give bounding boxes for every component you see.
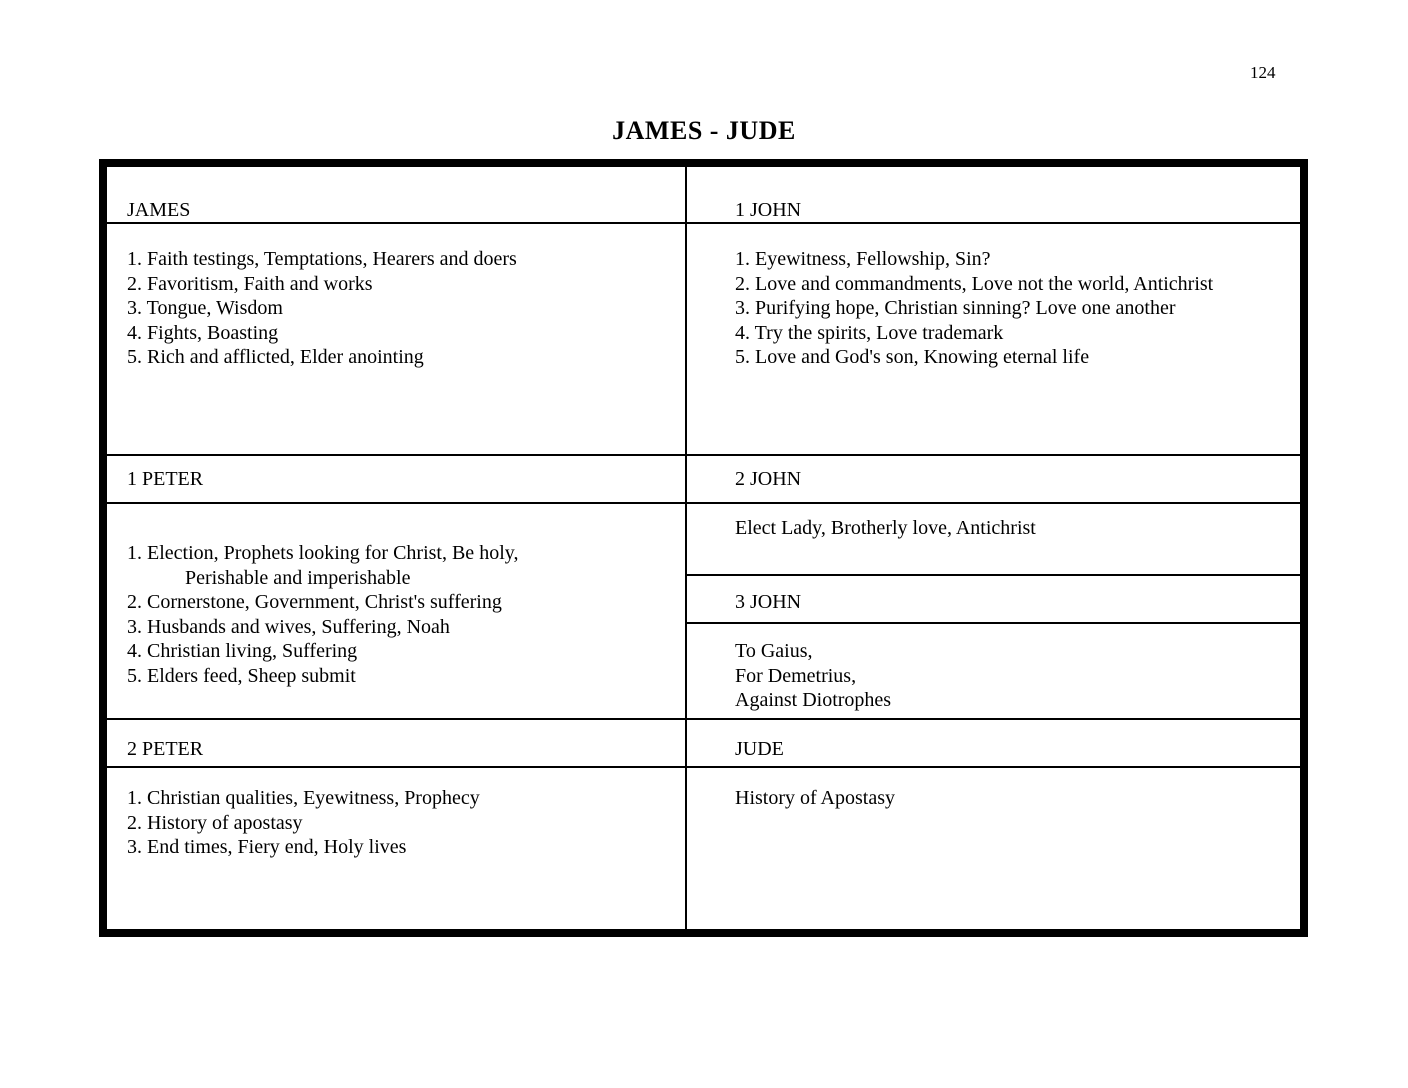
- peter2-heading: 2 PETER: [127, 738, 204, 760]
- john3-line: Against Diotrophes: [735, 689, 892, 711]
- john2-heading: 2 JOHN: [735, 468, 802, 490]
- list-item: 5. Elders feed, Sheep submit: [127, 664, 356, 687]
- page-title: JAMES - JUDE: [612, 116, 796, 145]
- list-item: 2. Favoritism, Faith and works: [127, 272, 373, 295]
- list-item: 1. Election, Prophets looking for Christ, Be holy,: [127, 542, 519, 564]
- row-divider: [687, 574, 1300, 576]
- list-item: 3. Husbands and wives, Suffering, Noah: [127, 615, 450, 638]
- row-divider: [107, 454, 1300, 456]
- page-number: 124: [1250, 63, 1276, 82]
- list-item: 1. Christian qualities, Eyewitness, Prophecy: [127, 787, 480, 809]
- john1-heading: 1 JOHN: [735, 199, 802, 221]
- list-item-continuation: Perishable and imperishable: [185, 566, 411, 589]
- list-item: 5. Rich and afflicted, Elder anointing: [127, 346, 424, 368]
- john3-line: To Gaius,: [735, 640, 813, 662]
- john3-line: For Demetrius,: [735, 664, 857, 687]
- row-divider: [107, 718, 1300, 720]
- list-item: 5. Love and God's son, Knowing eternal life: [735, 346, 1090, 368]
- list-item: 4. Christian living, Suffering: [127, 640, 358, 662]
- row-divider: [107, 766, 1300, 768]
- john2-text: Elect Lady, Brotherly love, Antichrist: [735, 517, 1036, 539]
- peter2-list: [127, 786, 480, 860]
- list-item: 2. Love and commandments, Love not the world, Antichrist: [735, 272, 1214, 295]
- john1-list: [735, 247, 1213, 370]
- list-item: 3. End times, Fiery end, Holy lives: [127, 836, 407, 858]
- list-item: 1. Eyewitness, Fellowship, Sin?: [735, 248, 991, 270]
- peter1-list: [127, 541, 518, 688]
- column-divider: [685, 159, 687, 929]
- peter1-heading: 1 PETER: [127, 468, 204, 490]
- list-item: 4. Try the spirits, Love trademark: [735, 321, 1004, 344]
- list-item: 2. History of apostasy: [127, 811, 303, 834]
- jude-heading: JUDE: [735, 738, 784, 760]
- list-item: 3. Tongue, Wisdom: [127, 297, 283, 319]
- row-divider: [107, 502, 1300, 504]
- summary-table: [99, 159, 1308, 937]
- james-list: [127, 247, 517, 370]
- john3-heading: 3 JOHN: [735, 591, 802, 613]
- list-item: 1. Faith testings, Temptations, Hearers and doers: [127, 248, 517, 270]
- list-item: 4. Fights, Boasting: [127, 321, 279, 344]
- john3-text: [735, 639, 891, 713]
- james-heading: JAMES: [127, 199, 191, 221]
- list-item: 2. Cornerstone, Government, Christ's suffering: [127, 591, 502, 613]
- list-item: 3. Purifying hope, Christian sinning? Love one another: [735, 297, 1176, 319]
- row-divider: [687, 622, 1300, 624]
- row-divider: [107, 222, 1300, 224]
- jude-text: History of Apostasy: [735, 787, 895, 809]
